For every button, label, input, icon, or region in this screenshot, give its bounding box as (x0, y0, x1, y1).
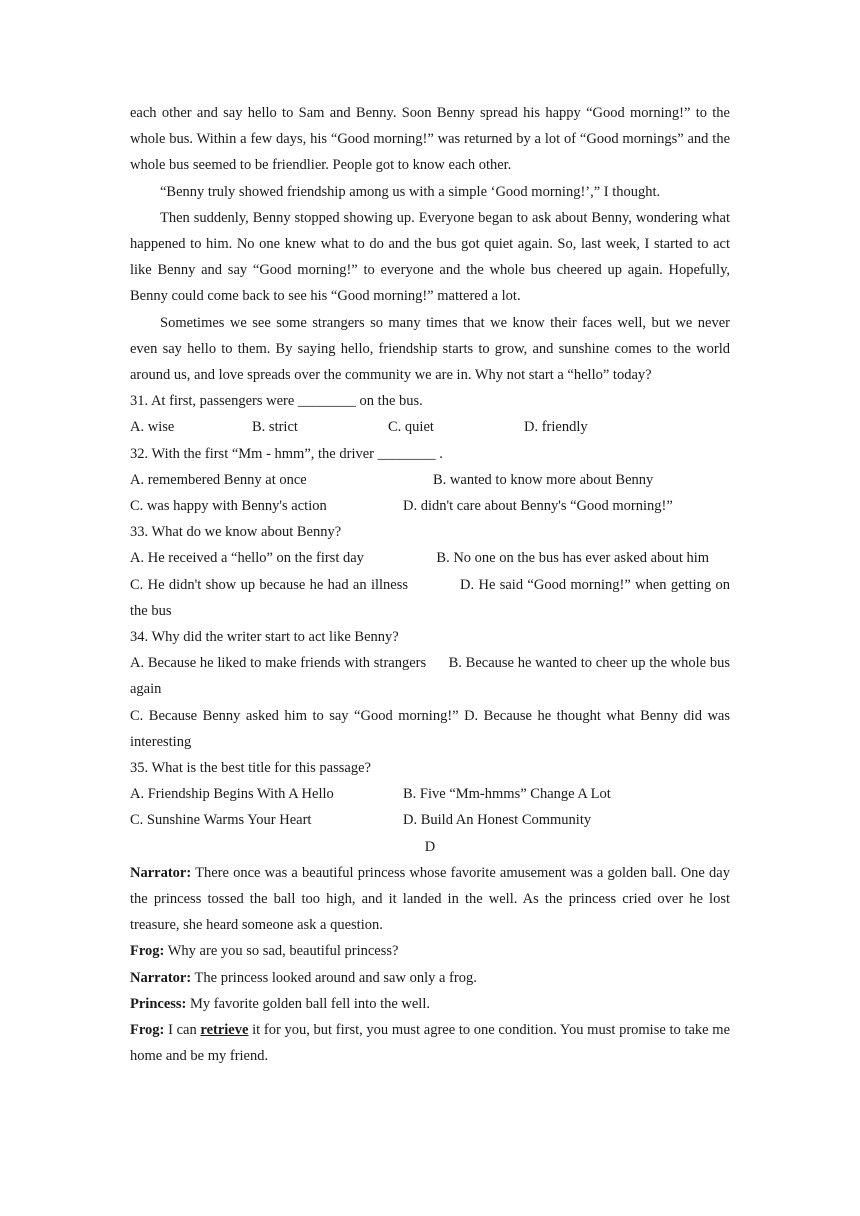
question-35-option-c: C. Sunshine Warms Your Heart (130, 812, 312, 829)
speaker-label: Frog: (130, 1022, 165, 1039)
question-32-stem: 32. With the first “Mm - hmm”, the driver ________ . (130, 445, 443, 462)
question-35-option-b: B. Five “Mm-hmms” Change A Lot (403, 786, 611, 803)
question-35-option-d: D. Build An Honest Community (403, 812, 592, 829)
script-line-frog-1 (130, 938, 730, 964)
script-text: The princess looked around and saw only a frog. (191, 969, 477, 986)
script-text: I can (164, 1022, 201, 1039)
question-34-options-cd: C. Because Benny asked him to say “Good morning!” D. Because he thought what Benny did was interesting (130, 707, 730, 750)
question-35-options-ab (130, 781, 730, 807)
question-31-option-c: C. quiet (388, 419, 434, 436)
script-text: There once was a beautiful princess whose favorite amusement was a golden ball. One day the princess tossed the ball too high, and it landed in the well. As the princess cried over he lost treasure, she heard someone ask a question. (130, 864, 730, 934)
question-32-option-a: A. remembered Benny at once (130, 471, 307, 488)
question-31-option-d: D. friendly (524, 419, 588, 436)
question-31-options (130, 414, 730, 440)
passage-c-paragraph-3: Then suddenly, Benny stopped showing up. Everyone began to ask about Benny, wondering what happened to him. No one knew what to do and the bus got quiet again. So, last week, I started to act like Benny and say “Good morning!” to everyone and the whole bus cheered up again. Hopefully, Benny could come back to see his “Good morning!” mattered a lot. (130, 209, 730, 305)
question-35-option-a: A. Friendship Begins With A Hello (130, 786, 334, 803)
script-text: My favorite golden ball fell into the well. (186, 995, 430, 1012)
question-35-options-cd (130, 807, 730, 833)
script-line-princess-1 (130, 991, 730, 1017)
script-text: Why are you so sad, beautiful princess? (164, 943, 399, 960)
speaker-label: Princess: (130, 995, 187, 1012)
script-line-frog-2 (130, 1017, 730, 1069)
question-32-option-b: B. wanted to know more about Benny (433, 471, 654, 488)
script-line-narrator-1 (130, 860, 730, 939)
question-32-option-c: C. was happy with Benny's action (130, 498, 327, 515)
question-35-stem: 35. What is the best title for this passage? (130, 760, 371, 777)
passage-c-paragraph-2: “Benny truly showed friendship among us with a simple ‘Good morning!’,” I thought. (160, 183, 661, 200)
script-line-narrator-2 (130, 965, 730, 991)
passage-c-paragraph-4: Sometimes we see some strangers so many times that we know their faces well, but we never even say hello to them. By saying hello, friendship starts to grow, and sunshine comes to the world around us, and love spreads over the community we are in. Why not start a “hello” today? (130, 314, 730, 384)
passage-c-paragraph-1: each other and say hello to Sam and Benny. Soon Benny spread his happy “Good morning!” to the whole bus. Within a few days, his “Good morning!” was returned by a lot of “Good mornings” and the whole bus seemed to be friendlier. People got to know each other. (130, 105, 730, 174)
question-34-options-ab: A. Because he liked to make friends with strangers B. Because he wanted to cheer up the whole bus again (130, 655, 734, 698)
speaker-label: Narrator: (130, 969, 192, 986)
question-34-stem: 34. Why did the writer start to act like Benny? (130, 629, 399, 646)
keyword-retrieve: retrieve (200, 1022, 249, 1039)
question-31-option-b: B. strict (252, 419, 298, 436)
speaker-label: Frog: (130, 943, 165, 960)
question-32-options-ab (130, 467, 730, 493)
question-33-options-cd: C. He didn't show up because he had an illness D. He said “Good morning!” when getting on the bus (130, 576, 734, 619)
speaker-label: Narrator: (130, 864, 192, 881)
question-31-stem: 31. At first, passengers were ________ on the bus. (130, 393, 423, 410)
question-32-option-d: D. didn't care about Benny's “Good morning!” (403, 498, 673, 515)
question-31-option-a: A. wise (130, 419, 175, 436)
section-d-heading: D (424, 838, 436, 855)
question-33-stem: 33. What do we know about Benny? (130, 524, 342, 541)
script-text: it for you, but first, you must agree to one condition. You must promise to take me home and be my friend. (130, 1022, 731, 1065)
document-page (130, 100, 734, 1069)
question-33-options-ab: A. He received a “hello” on the first day B. No one on the bus has ever asked about him (130, 550, 710, 567)
question-32-options-cd (130, 493, 730, 519)
